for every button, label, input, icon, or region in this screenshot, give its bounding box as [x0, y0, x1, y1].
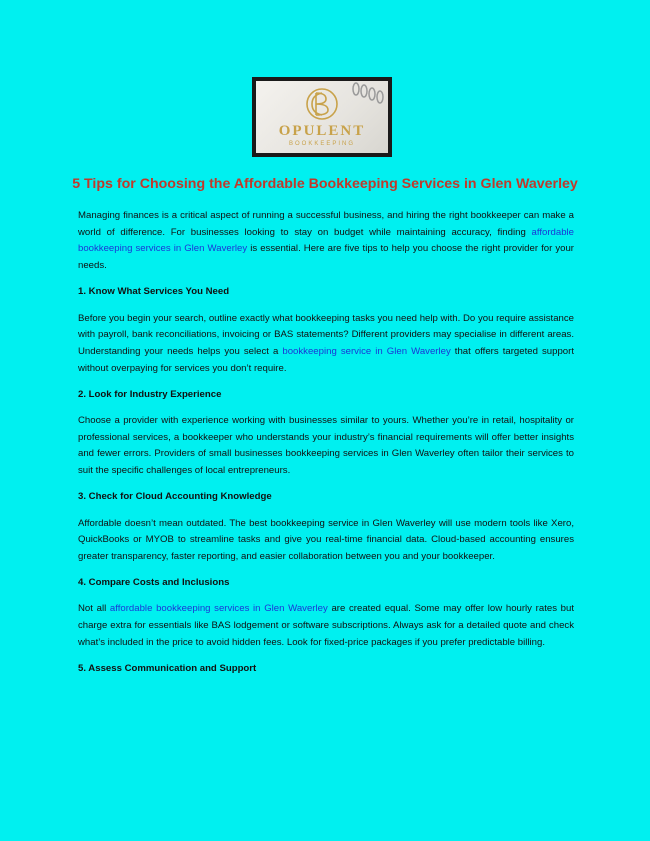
tip-4-link[interactable]: affordable bookkeeping services in Glen Waverley [109, 603, 328, 615]
tip-3-heading: 3. Check for Cloud Accounting Knowledge [78, 491, 272, 503]
tip-1-text-after: that offers targeted support without overpaying for services you don’t require. [78, 345, 574, 374]
logo-image [256, 81, 388, 153]
logo-name: OPULENT [278, 123, 366, 139]
tip-4-text-before: Not all [78, 603, 110, 615]
tip-1-link[interactable]: bookkeeping service in Glen Waverley [282, 345, 451, 357]
tip-5-heading: 5. Assess Communication and Support [78, 662, 257, 674]
intro-link[interactable]: affordable bookkeeping services in Glen Waverley [78, 226, 574, 255]
tip-4-paragraph [78, 601, 574, 651]
tip-2-paragraph: Choose a provider with experience working with businesses similar to yours. Whether you’re in retail, hospitality or professional services, a bookkeeper who understands your industry’s financial requirements will offer better insights and fewer errors. Providers of small businesses bookkeeping services in Glen Waverley often tailor their services to suit the specific challenges of local entrepreneurs. [78, 415, 574, 477]
logo [252, 77, 392, 157]
article-body [78, 208, 574, 687]
tip-1-paragraph [78, 311, 574, 378]
tip-1-text-before: Before you begin your search, outline exactly what bookkeeping tasks you need help with. Do you require assistance with payroll, bank reconciliations, invoicing or BAS statements? Different providers may specialise in different areas. Understanding your needs helps you select a [78, 312, 574, 357]
tip-3-paragraph: Affordable doesn’t mean outdated. The best bookkeeping service in Glen Waverley will use modern tools like Xero, QuickBooks or MYOB to streamline tasks and give you real-time financial data. Cloud-based accounting ensures greater transparency, faster reporting, and easier collaboration between you and your bookkeeper. [78, 517, 574, 562]
intro-text-after: is essential. Here are five tips to help you choose the right provider for your needs. [78, 243, 574, 272]
intro-text-before: Managing finances is a critical aspect of running a successful business, and hiring the right bookkeeper can make a world of difference. For businesses looking to stay on budget while maintaining accuracy, finding [78, 210, 574, 238]
logo-tagline: BOOKKEEPING [288, 141, 355, 147]
tip-4-text-after: are created equal. Some may offer low hourly rates but charge extra for essentials like BAS lodgement or software subscriptions. Always ask for a detailed quote and check what’s included in the price to avoid hidden fees. Look for fixed-price packages if you prefer predictable billing. [78, 603, 575, 648]
tip-4-heading: 4. Compare Costs and Inclusions [78, 577, 230, 589]
tip-1-heading: 1. Know What Services You Need [78, 286, 230, 298]
tip-2-heading: 2. Look for Industry Experience [78, 388, 222, 400]
intro-paragraph [78, 208, 574, 275]
page-title: 5 Tips for Choosing the Affordable Bookkeeping Services in Glen Waverley [72, 176, 578, 192]
